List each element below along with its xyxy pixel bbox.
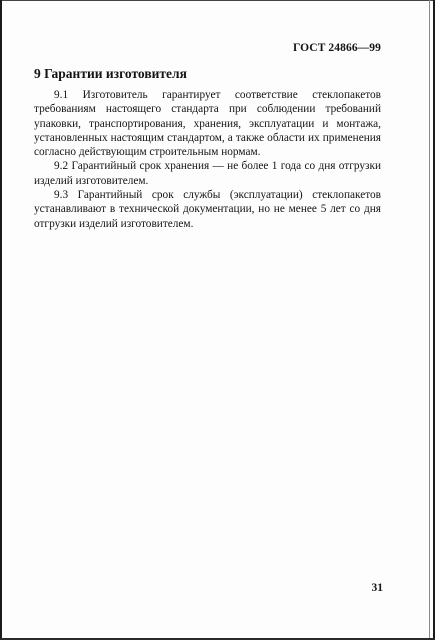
- paragraph-9-2: 9.2 Гарантийный срок хранения — не более 1 года со дня отгрузки изделий изготовителем.: [34, 160, 381, 187]
- paragraph-9-3: 9.3 Гарантийный срок службы (эксплуатации) стеклопакетов устанавливают в технической документации, но не менее 5 лет со дня отгрузки изделий изготовителем.: [34, 189, 381, 230]
- page-border-right-inner: [429, 0, 430, 640]
- section-body: [34, 88, 381, 231]
- section-title: 9 Гарантии изготовителя: [34, 66, 187, 81]
- page-border-left: [0, 0, 2, 640]
- standard-header: ГОСТ 24866—99: [292, 42, 381, 54]
- paragraph-9-1: 9.1 Изготовитель гарантирует соответствие стеклопакетов требованиям настоящего стандарта при соблюдении требований упаковки, транспортирования, хранения, эксплуатации и монтажа, установленных настоящим стандартом, а также области их применения согласно действующим строительным нормам.: [34, 89, 381, 159]
- page-border-top: [0, 0, 435, 1]
- page-number: 31: [371, 582, 383, 594]
